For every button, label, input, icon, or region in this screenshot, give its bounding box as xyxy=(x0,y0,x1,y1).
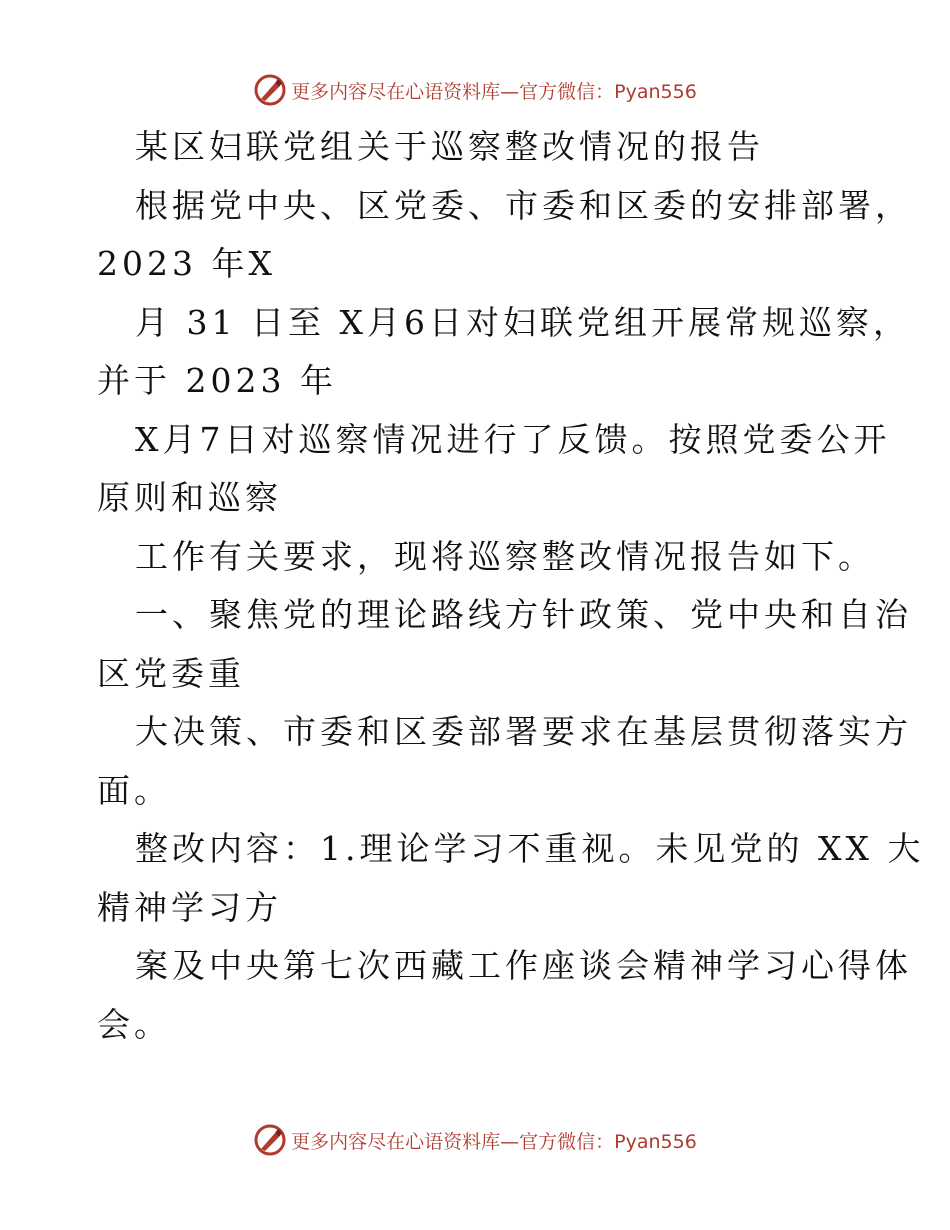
text-line: 某区妇联党组关于巡察整改情况的报告 xyxy=(135,127,764,166)
text-line: 区党委重 xyxy=(97,653,245,693)
text-line: 月 31 日至 X月6日对妇联党组开展常规巡察， xyxy=(135,302,910,342)
text-line: 案及中央第七次西藏工作座谈会精神学习心得体 xyxy=(135,946,912,985)
text-line: X月7日对巡察情况进行了反馈。按照党委公开 xyxy=(135,419,891,459)
text-line: 整改内容：1.理论学习不重视。未见党的 XX 大 xyxy=(135,829,925,868)
text-line: 大决策、市委和区委部署要求在基层贯彻落实方 xyxy=(135,712,912,751)
document-body xyxy=(97,118,925,1054)
pen-logo-icon xyxy=(253,73,287,107)
text-line: 面。 xyxy=(97,770,171,810)
watermark-text: 更多内容尽在心语资料库—官方微信：Pyan556 xyxy=(291,80,697,103)
text-line: 2023 年X xyxy=(97,244,276,283)
pen-logo-icon xyxy=(253,1123,287,1157)
text-line: 根据党中央、区党委、市委和区委的安排部署， xyxy=(135,185,912,225)
watermark-text: 更多内容尽在心语资料库—官方微信：Pyan556 xyxy=(291,1130,697,1153)
text-line: 精神学习方 xyxy=(97,887,282,927)
text-line: 一、聚焦党的理论路线方针政策、党中央和自治 xyxy=(135,595,912,634)
text-line: 原则和巡察 xyxy=(97,478,282,517)
text-line: 并于 2023 年 xyxy=(97,361,337,400)
text-line: 会。 xyxy=(97,1004,171,1044)
header-watermark xyxy=(0,70,950,110)
text-line: 工作有关要求，现将巡察整改情况报告如下。 xyxy=(135,536,875,576)
footer-watermark xyxy=(0,1120,950,1160)
